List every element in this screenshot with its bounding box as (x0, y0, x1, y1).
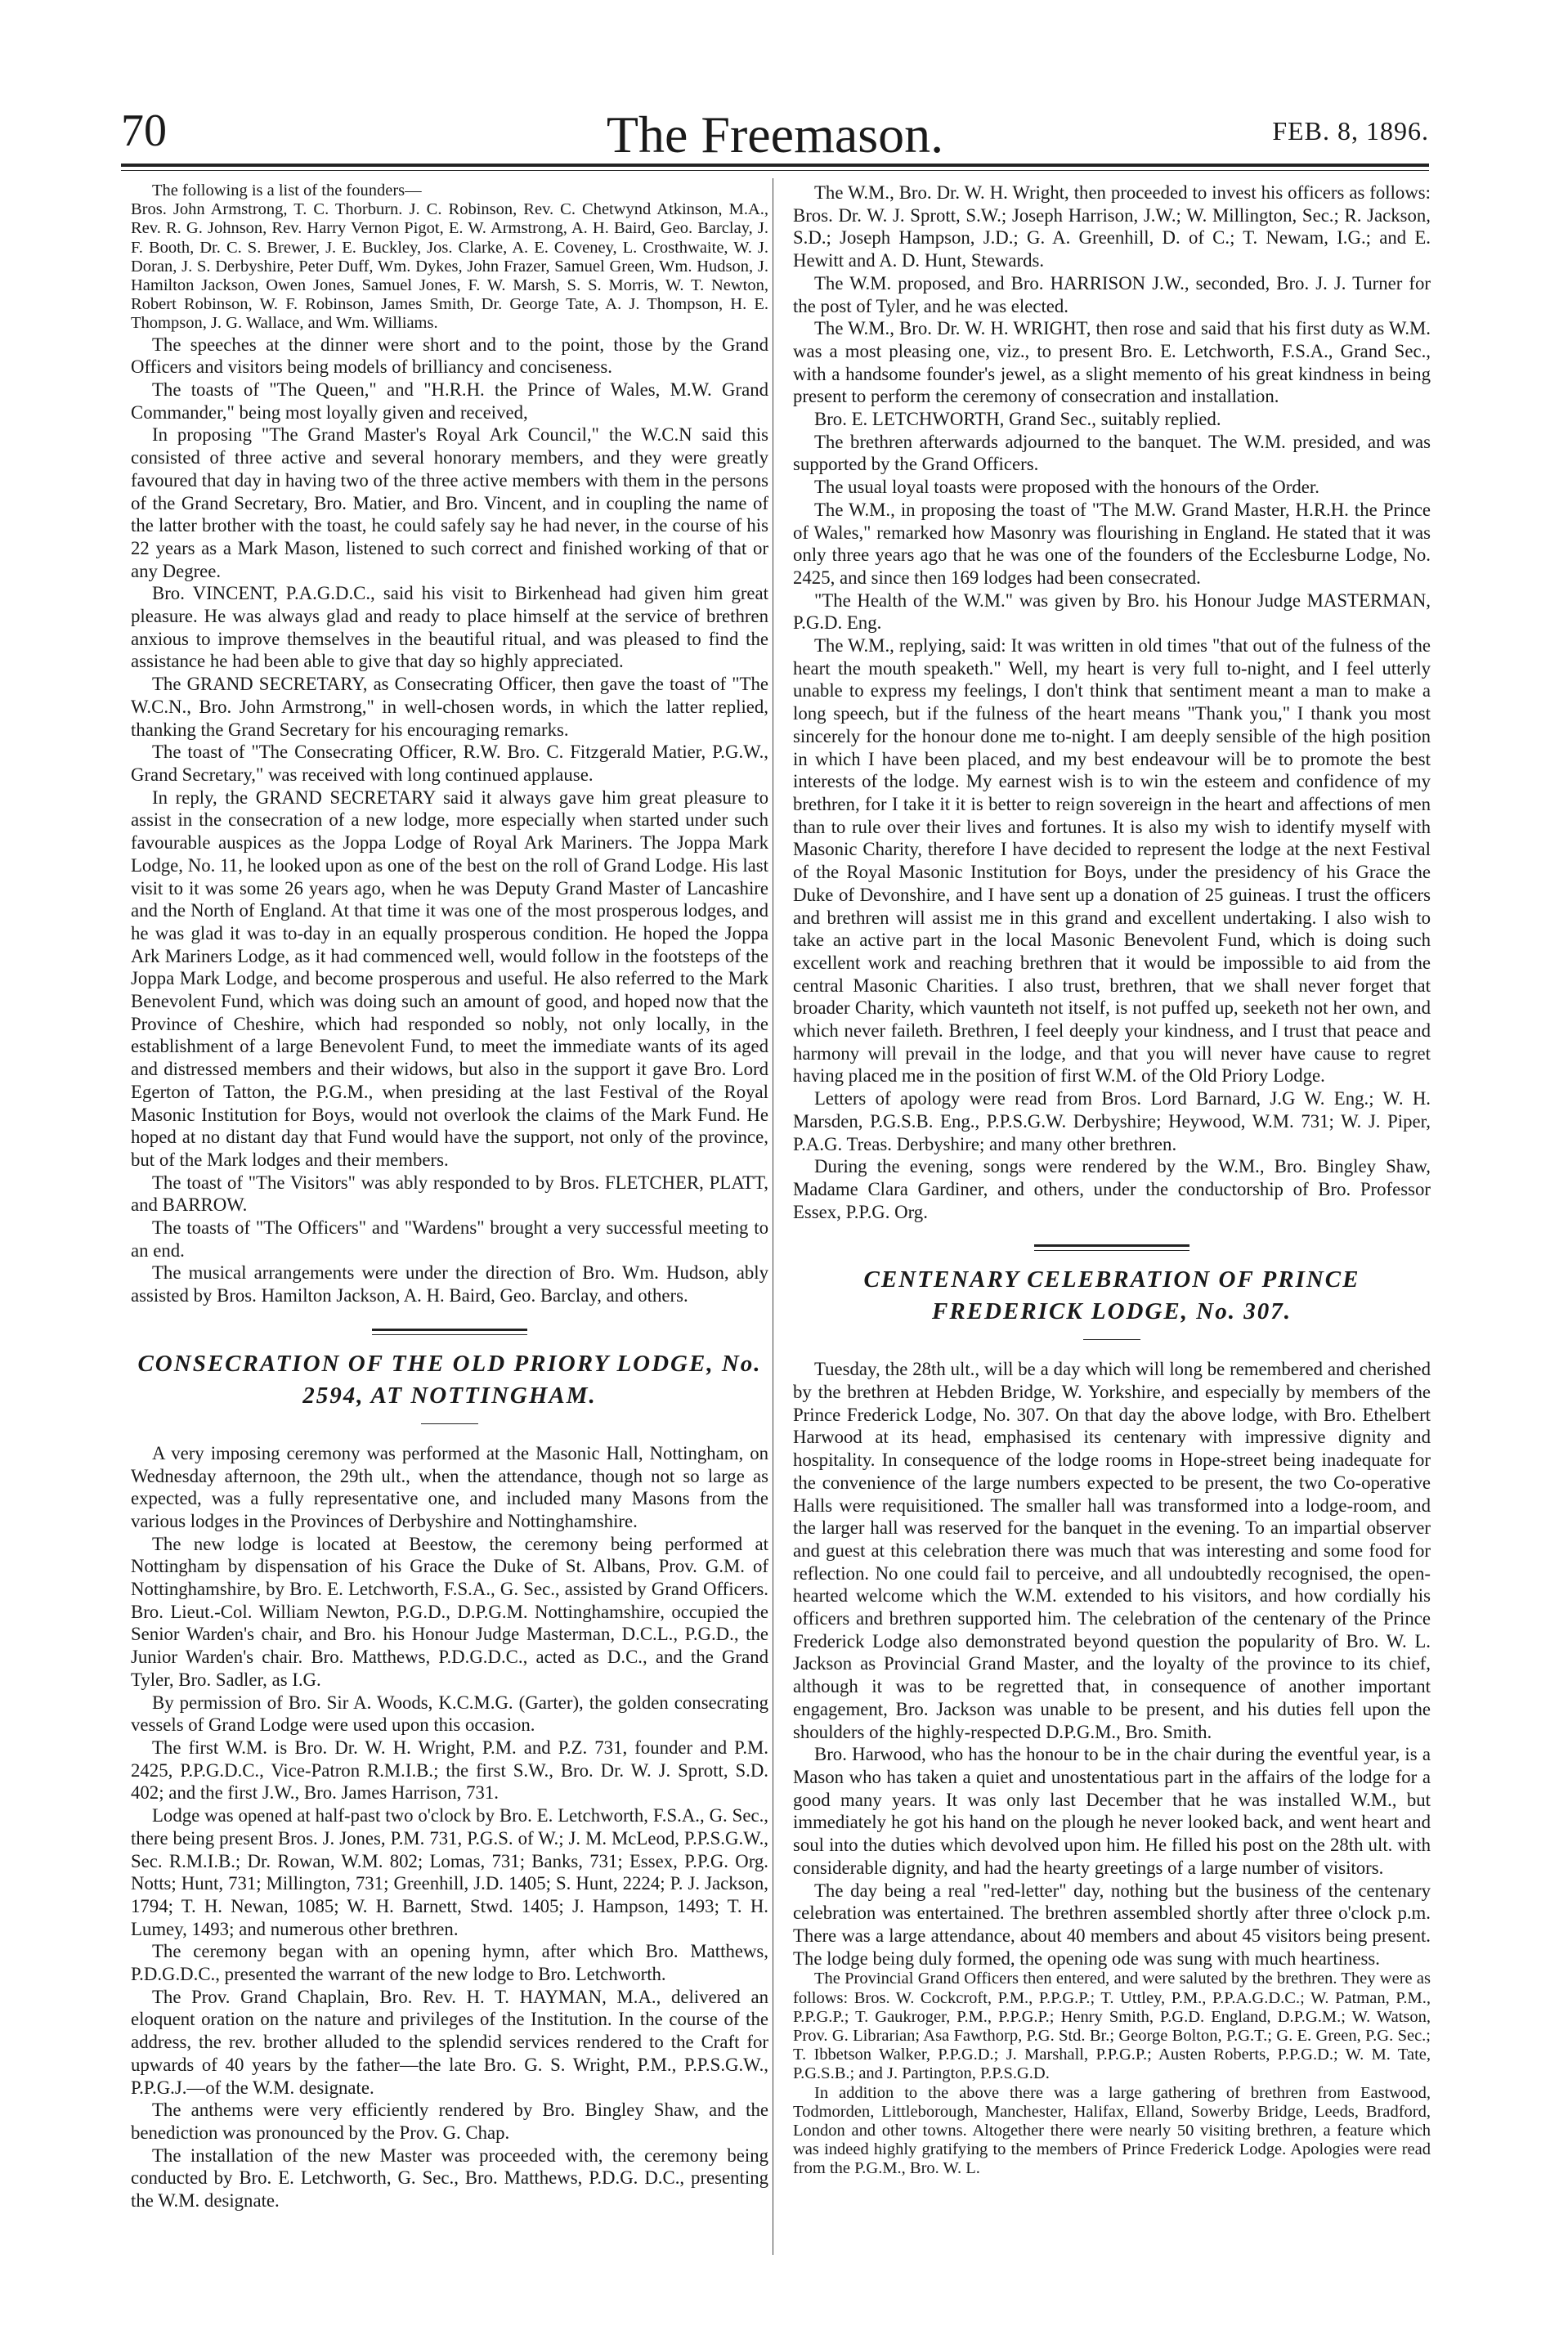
paragraph: The W.M., replying, said: It was written in old times "that out of the fulness of the heart the mouth speaketh." Well, my heart is very full to-night, and I feel utterly unable to express my feelings, I don't think that sentiment meant a man to make a long speech, but if the fulness of the heart means "Thank you," I thank you most sincerely for the honour done me to-night. I am deeply sensible of the high position in which I have been placed, and my best endeavour will be to promote the best interests of the lodge. My earnest wish is to win the esteem and confidence of my brethren, for I take it it is better to reign sovereign in the heart and affections of men than to rule over their lives and fortunes. It is also my wish to identify myself with Masonic Charity, therefore I have decided to represent the lodge at the next Festival of the Royal Masonic Institution for Boys, under the presidency of his Grace the Duke of Devonshire, and I have sent up a donation of 25 guineas. I trust the officers and brethren will assist me in this grand and excellent undertaking. I also wish to take an active part in the local Masonic Benevolent Fund, which is doing such excellent work and reaching brethren that it would be impossible to aid from the central Masonic Charities. I also trust, brethren, that we shall never forget that broader Charity, which vaunteth not itself, is not puffed up, seeketh not her own, and which never faileth. Brethren, I feel deeply your kindness, and I trust that peace and harmony will prevail in the lodge, and that you will never have cause to regret having placed me in the position of first W.M. of the Old Priory Lodge. (793, 635, 1431, 1087)
paragraph: Letters of apology were read from Bros. Lord Barnard, J.G W. Eng.; W. H. Marsden, P.G.S.B. Eng., P.P.S.G.W. Derbyshire; Heywood, W.M. 731; W. J. Piper, P.A.G. Treas. Derbyshire; and many other brethren. (793, 1088, 1431, 1154)
paragraph: The Provincial Grand Officers then entered, and were saluted by the brethren. They were as follows: Bros. W. Cockcroft, P.M., P.P.G.P.; T. Uttley, P.M., P.P.A.G.D.C.; W. Patman, P.M., P.P.G.P.; T. Gaukroger, P.M., P.P.G.P.; Henry Smith, P.G.D. England, D.P.G.M.; W. Watson, Prov. G. Librarian; Asa Fawthorp, P.G. Std. Br.; George Bolton, P.G.T.; G. E. Green, P.G. Sec.; T. Ibbetson Walker, P.P.G.D.; J. Marshall, P.P.G.P.; Austen Roberts, P.P.G.D.; W. M. Tate, P.G.S.B.; and J. Partington, P.P.S.G.D. (793, 1970, 1431, 2083)
paragraph: The brethren afterwards adjourned to the banquet. The W.M. presided, and was supported by the Grand Officers. (793, 431, 1431, 475)
paragraph: The ceremony began with an opening hymn, after which Bro. Matthews, P.D.G.D.C., presented the warrant of the new lodge to Bro. Letchworth. (131, 1941, 768, 1985)
dinner-report (131, 334, 768, 1307)
consecration-article (131, 1442, 768, 2212)
masthead-rule-thick (121, 164, 1429, 167)
founders-intro: The following is a list of the founders— (152, 182, 422, 199)
article-headline: CONSECRATION OF THE OLD PRIORY LODGE, No. 2594, AT NOTTINGHAM. (137, 1350, 762, 1409)
paragraph: The usual loyal toasts were proposed with the honours of the Order. (814, 477, 1319, 498)
paragraph: In reply, the GRAND SECRETARY said it always gave him great pleasure to assist in the consecration of a new lodge, more especially when started under such favourable auspices as the Joppa Lodge of Royal Ark Mariners. The Joppa Mark Lodge, No. 11, he looked upon as one of the best on the roll of Grand Lodge. His last visit to it was some 26 years ago, when he was Deputy Grand Master of Lancashire and the North of England. At that time it was one of the most prosperous lodges, and he was glad it was to-day in an equally prosperous condition. He hoped the Joppa Ark Mariners Lodge, as it had commenced well, would follow in the footsteps of the Joppa Mark Lodge, and become prosperous and useful. He also referred to the Mark Benevolent Fund, which was doing such an amount of good, and hoped now that the Province of Cheshire, which had responded so nobly, not only locally, in the establishment of a large Benevolent Fund, to meet the immediate wants of its aged and distressed members and their widows, but also in the support it gave Bro. Lord Egerton of Tatton, the P.G.M., when presiding at the last Festival of the Royal Masonic Institution for Boys, would not overlook the claims of the Mark Fund. He hoped at no distant day that Fund would have the support, not only of the province, but of the Mark lodges and their members. (131, 787, 768, 1170)
paragraph: The speeches at the dinner were short and to the point, those by the Grand Officers and visitors being models of brilliancy and conciseness. (131, 334, 768, 378)
left-column (131, 182, 768, 2258)
headline-rule (1083, 1339, 1140, 1340)
paragraph: Lodge was opened at half-past two o'clock by Bro. E. Letchworth, F.S.A., G. Sec., there being present Bros. J. Jones, P.M. 731, P.G.S. of W.; J. M. McLeod, P.P.S.G.W., Sec. R.M.I.B.; Dr. Rowan, W.M. 802; Lomas, 731; Banks, 731; Essex, P.P.G. Org. Notts; Hunt, 731; Millington, 731; Greenhill, J.D. 1405; S. Hunt, 2224; P. J. Jackson, 1794; T. H. Newan, 1085; W. H. Barnett, Stwd. 1405; J. Hampson, 1493; T. H. Lumey, 1493; and numerous other brethren. (131, 1805, 768, 1939)
issue-date: FEB. 8, 1896. (1272, 116, 1429, 146)
paragraph: The GRAND SECRETARY, as Consecrating Officer, then gave the toast of "The W.C.N., Bro. John Armstrong," in well-chosen words, in which the latter replied, thanking the Grand Secretary for his encouraging remarks. (131, 674, 768, 740)
paragraph: The W.M. proposed, and Bro. HARRISON J.W., seconded, Bro. J. J. Turner for the post of Tyler, and he was elected. (793, 272, 1431, 316)
paragraph: The toasts of "The Queen," and "H.R.H. the Prince of Wales, M.W. Grand Commander," being most loyally given and received, (131, 379, 768, 423)
paragraph: During the evening, songs were rendered by the W.M., Bro. Bingley Shaw, Madame Clara Gardiner, and others, under the conductorship of Bro. Professor Essex, P.P.G. Org. (793, 1156, 1431, 1222)
right-column (793, 182, 1431, 2258)
paragraph: The W.M., in proposing the toast of "The M.W. Grand Master, H.R.H. the Prince of Wales," remarked how Masonry was flourishing in England. He stated that it was only three years ago that he was one of the founders of the Ecclesburne Lodge, No. 2425, and since then 169 lodges had been consecrated. (793, 499, 1431, 588)
paragraph: The musical arrangements were under the direction of Bro. Wm. Hudson, ably assisted by Bros. Hamilton Jackson, A. H. Baird, Geo. Barclay, and others. (131, 1262, 768, 1306)
newspaper-title: The Freemason. (606, 105, 944, 164)
paragraph: By permission of Bro. Sir A. Woods, K.C.M.G. (Garter), the golden consecrating vessels of Grand Lodge were used upon this occasion. (131, 1692, 768, 1736)
paragraph: The new lodge is located at Beestow, the ceremony being performed at Nottingham by dispensation of his Grace the Duke of St. Albans, Prov. G.M. of Nottinghamshire, by Bro. E. Letchworth, F.S.A., G. Sec., assisted by Grand Officers. Bro. Lieut.-Col. William Newton, P.G.D., D.P.G.M. Nottinghamshire, occupied the Senior Warden's chair, and Bro. his Honour Judge Masterman, D.C.L., P.G.D., the Junior Warden's chair. Bro. Matthews, P.D.G.D.C., acted as D.C., and the Grand Tyler, Bro. Sadler, as I.G. (131, 1533, 768, 1690)
masthead-rule-thin (121, 170, 1429, 171)
masthead (121, 105, 1429, 162)
paragraph: The W.M., Bro. Dr. W. H. WRIGHT, then rose and said that his first duty as W.M. was a most pleasing one, viz., to present Bro. E. Letchworth, F.S.A., Grand Sec., with a handsome founder's jewel, as a slight memento of his great kindness in being present to perform the ceremony of consecration and installation. (793, 318, 1431, 407)
paragraph: The toast of "The Consecrating Officer, R.W. Bro. C. Fitzgerald Matier, P.G.W., Grand Secretary," was received with long continued applause. (131, 742, 768, 785)
paragraph: "The Health of the W.M." was given by Bro. his Honour Judge MASTERMAN, P.G.D. Eng. (793, 589, 1431, 634)
paragraph: The installation of the new Master was proceeded with, the ceremony being conducted by Bro. E. Letchworth, G. Sec., Bro. Matthews, P.D.G. D.C., presenting the W.M. designate. (131, 2145, 768, 2212)
paragraph: The toast of "The Visitors" was ably responded to by Bros. FLETCHER, PLATT, and BARROW. (131, 1172, 768, 1216)
paragraph: In proposing "The Grand Master's Royal Ark Council," the W.C.N said this consisted of three active and several honorary members, and they were greatly favoured that day in having two of the three active members with them in the persons of the Grand Secretary, Bro. Matier, and Bro. Vincent, and in coupling the name of the latter brother with the toast, he could safely say he had never, in the course of his 22 years as a Mark Mason, listened to such correct and finished working of that or any Degree. (131, 424, 768, 581)
centenary-article (793, 1358, 1431, 2178)
section-separator (372, 1329, 527, 1335)
section-separator (1034, 1244, 1189, 1251)
paragraph: Tuesday, the 28th ult., will be a day which will long be remembered and cherished by the brethren at Hebden Bridge, W. Yorkshire, and especially by members of the Prince Frederick Lodge, No. 307. On that day the above lodge, with Bro. Ethelbert Harwood at its head, emphasised its centenary with impressive dignity and hospitality. In consequence of the lodge rooms in Hope-street being inadequate for the convenience of the large numbers expected to be present, the two Co-operative Halls were requisitioned. The smaller hall was transformed into a lodge-room, and the larger hall was reserved for the banquet in the evening. To an impartial observer and guest at this celebration there was much that was interesting and some food for reflection. No one could fail to perceive, and all undoubtedly recognised, the open-hearted welcome which the W.M. extended to his visitors, and how cordially his officers and brethren supported him. The celebration of the centenary of the Prince Frederick Lodge also demonstrated beyond question the popularity of Bro. W. L. Jackson as Provincial Grand Master, and the loyalty of the province to its chief, although it was to be regretted that, in consequence of another important engagement, Bro. Jackson was unable to be present, and his duties fell upon the shoulders of the highly-respected D.P.G.M., Bro. Smith. (793, 1359, 1431, 1742)
paragraph: The day being a real "red-letter" day, nothing but the business of the centenary celebration was entertained. The brethren assembled shortly after three o'clock p.m. There was a large attendance, about 40 members and about 45 visitors being present. The lodge being duly formed, the opening ode was sung with much heartiness. (793, 1880, 1431, 1969)
headline-rule (421, 1423, 478, 1424)
paragraph: The Prov. Grand Chaplain, Bro. Rev. H. T. HAYMAN, M.A., delivered an eloquent oration on the nature and privileges of the Institution. In the course of the address, the rev. brother alluded to the splendid services rendered to the Craft for upwards of 40 years by the father—the late Bro. G. S. Wright, P.M., P.P.S.G.W., P.P.G.J.—of the W.M. designate. (131, 1986, 768, 2098)
consecration-article-continued (793, 182, 1431, 1223)
article-headline: CENTENARY CELEBRATION OF PRINCE FREDERICK LODGE, No. 307. (863, 1266, 1360, 1325)
page-number: 70 (121, 105, 167, 156)
paragraph: Bro. Harwood, who has the honour to be in the chair during the eventful year, is a Mason who has taken a quiet and unostentatious part in the affairs of the lodge for a good many years. It was only last December that he was installed W.M., but immediately he got his hand on the plough he never looked back, and went heart and soul into the duties which devolved upon him. He filled his post on the 28th ult. with considerable dignity, and had the hearty greetings of a large number of visitors. (793, 1744, 1431, 1878)
paragraph: The anthems were very efficiently rendered by Bro. Bingley Shaw, and the benediction was pronounced by the Prov. G. Chap. (131, 2100, 768, 2143)
paragraph: Bro. VINCENT, P.A.G.D.C., said his visit to Birkenhead had given him great pleasure. He was always glad and ready to place himself at the service of brethren anxious to improve themselves in the beautiful ritual, and was pleased to find the assistance he had been able to give that day so highly appreciated. (131, 583, 768, 672)
paragraph: A very imposing ceremony was performed at the Masonic Hall, Nottingham, on Wednesday afternoon, the 29th ult., when the attendance, though not so large as expected, was a fully representative one, and included many Masons from the various lodges in the Provinces of Derbyshire and Nottinghamshire. (131, 1442, 768, 1531)
paragraph: The W.M., Bro. Dr. W. H. Wright, then proceeded to invest his officers as follows: Bros. Dr. W. J. Sprott, S.W.; Joseph Harrison, J.W.; W. Millington, Sec.; R. Jackson, S.D.; Joseph Hampson, J.D.; G. A. Greenhill, D. of C.; T. Newam, I.G.; and E. Hewitt and A. D. Hunt, Stewards. (793, 182, 1431, 271)
founders-list: Bros. John Armstrong, T. C. Thorburn. J. C. Robinson, Rev. C. Chetwynd Atkinson, M.A., Rev. R. G. Johnson, Rev. Harry Vernon Pigot, E. W. Armstrong, A. H. Baird, Geo. Barclay, J. F. Booth, Dr. C. S. Brewer, J. E. Buckley, Jos. Clarke, A. E. Coveney, L. Crosthwaite, W. J. Doran, J. S. Derbyshire, Peter Duff, Wm. Dykes, John Frazer, Samuel Green, Wm. Hudson, J. Hamilton Jackson, Owen Jones, Samuel Jones, F. W. Marsh, S. S. Morris, W. T. Newton, Robert Robinson, W. F. Robinson, James Smith, Dr. George Tate, A. J. Thompson, H. E. Thompson, J. G. Wallace, and Wm. Williams. (131, 200, 768, 333)
paragraph: Bro. E. LETCHWORTH, Grand Sec., suitably replied. (814, 409, 1221, 430)
paragraph: The toasts of "The Officers" and "Wardens" brought a very successful meeting to an end. (131, 1217, 768, 1261)
paragraph: In addition to the above there was a large gathering of brethren from Eastwood, Todmorden, Littleborough, Manchester, Halifax, Elland, Sowerby Bridge, Leeds, Bradford, London and other towns. Altogether there were nearly 50 visiting brethren, a feature which was indeed highly gratifying to the members of Prince Frederick Lodge. Apologies were read from the P.G.M., Bro. W. L. (793, 2083, 1431, 2178)
paragraph: The first W.M. is Bro. Dr. W. H. Wright, P.M. and P.Z. 731, founder and P.M. 2425, P.P.G.D.C., Vice-Patron R.M.I.B.; the first S.W., Bro. Dr. W. J. Sprott, S.D. 402; and the first J.W., Bro. James Harrison, 731. (131, 1737, 768, 1804)
